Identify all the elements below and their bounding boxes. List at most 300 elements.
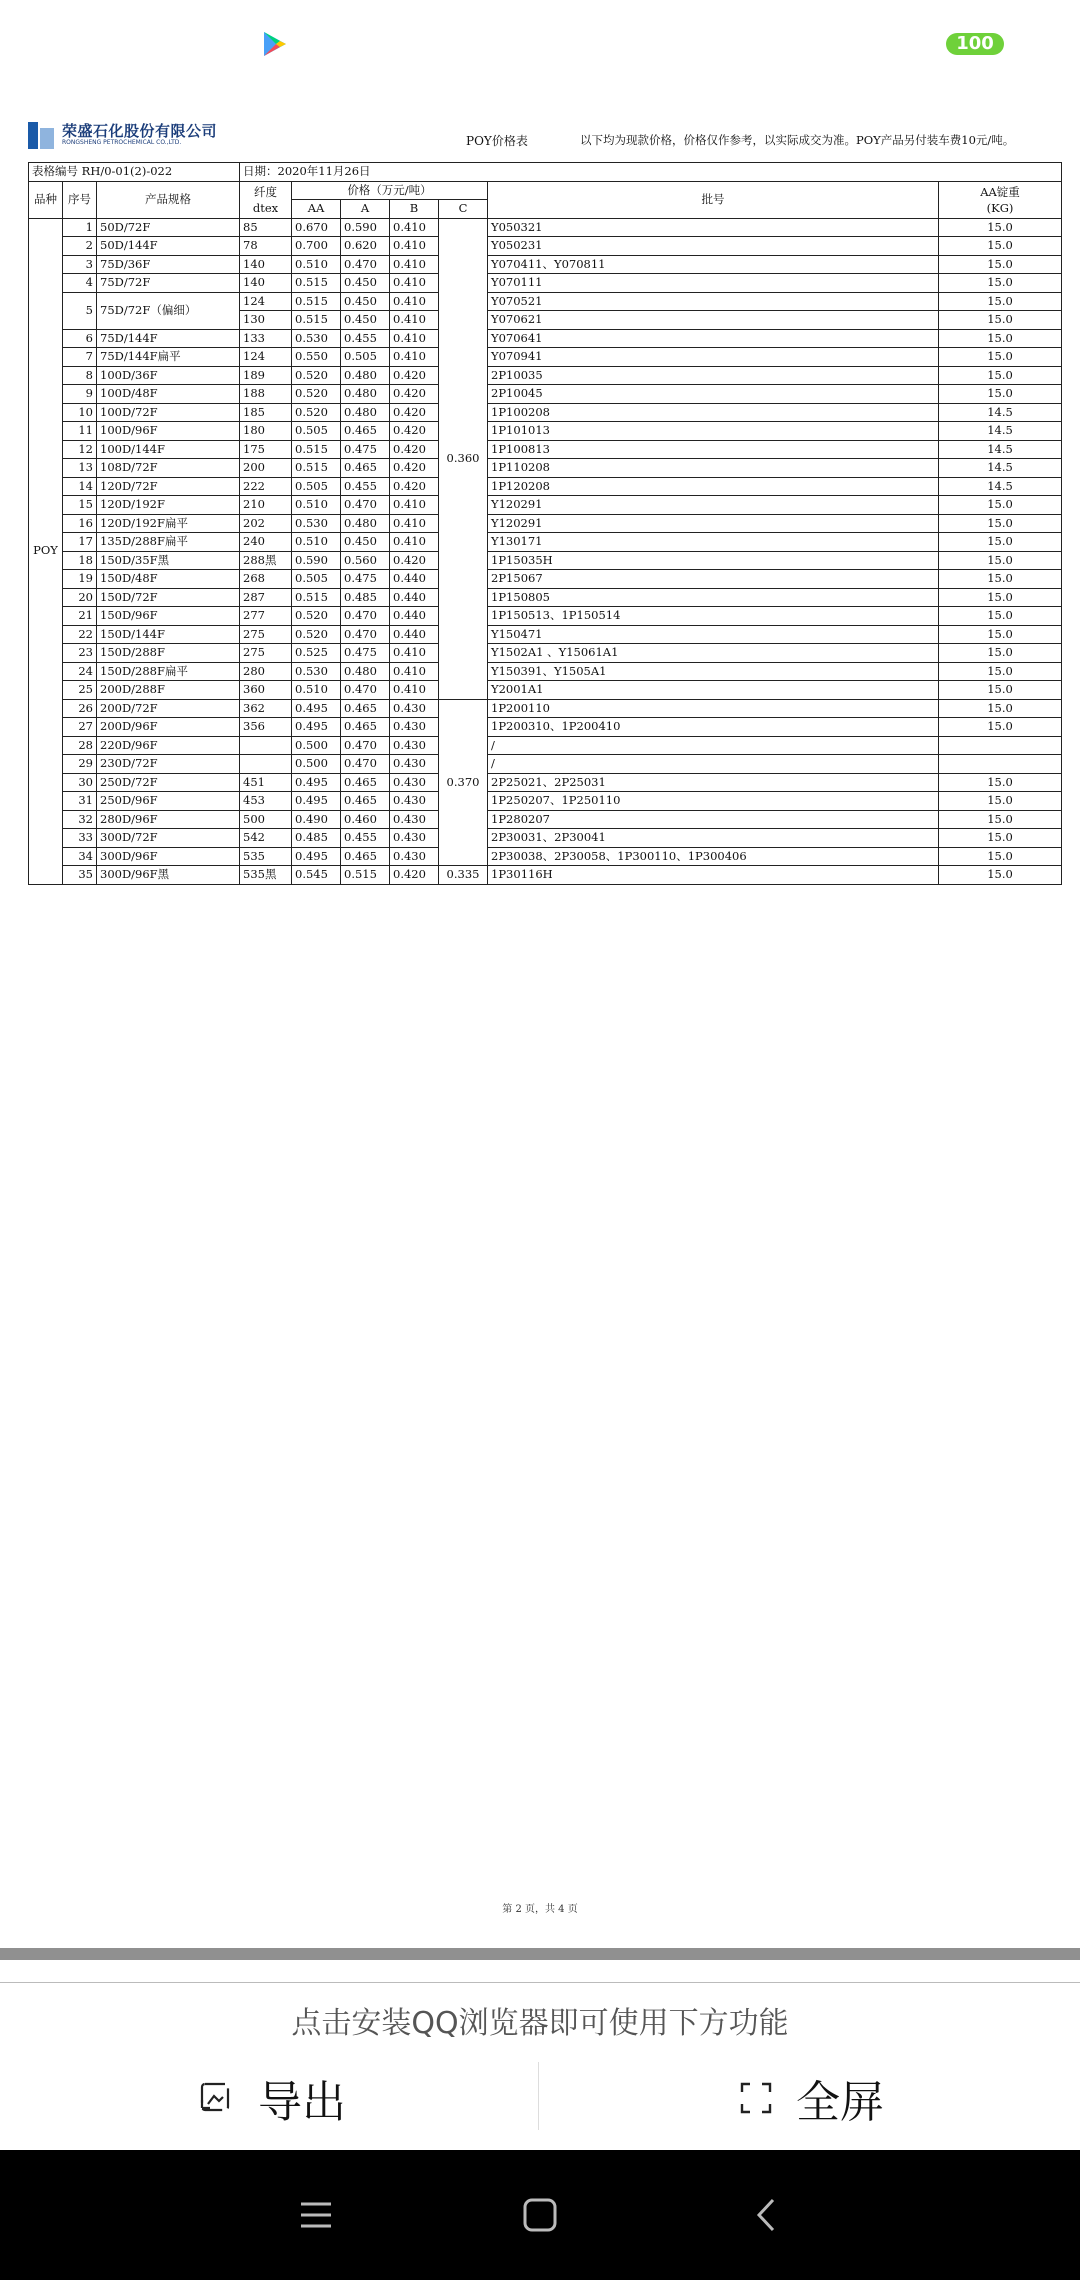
seq-cell: 30 — [63, 773, 97, 792]
price-b-cell: 0.420 — [390, 477, 439, 496]
price-a-cell: 0.465 — [341, 792, 390, 811]
export-button[interactable] — [196, 2068, 346, 2128]
spec-cell: 150D/144F — [97, 625, 240, 644]
dtex-cell: 362 — [240, 699, 292, 718]
dtex-cell: 200 — [240, 459, 292, 478]
price-aa-cell: 0.590 — [292, 551, 341, 570]
dtex-cell: 277 — [240, 607, 292, 626]
dtex-cell — [240, 755, 292, 774]
weight-cell: 15.0 — [939, 348, 1062, 367]
price-b-cell: 0.420 — [390, 422, 439, 441]
weight-cell: 15.0 — [939, 699, 1062, 718]
weight-cell: 15.0 — [939, 662, 1062, 681]
table-row — [29, 810, 1062, 829]
price-b-cell: 0.440 — [390, 588, 439, 607]
battery-indicator: 100 — [946, 33, 1004, 55]
table-row — [29, 625, 1062, 644]
dtex-cell: 185 — [240, 403, 292, 422]
price-aa-cell: 0.520 — [292, 366, 341, 385]
seq-cell: 32 — [63, 810, 97, 829]
price-b-cell: 0.420 — [390, 366, 439, 385]
batch-cell: 1P200110 — [488, 699, 939, 718]
price-b-cell: 0.410 — [390, 311, 439, 330]
weight-cell: 15.0 — [939, 607, 1062, 626]
price-aa-cell: 0.530 — [292, 329, 341, 348]
price-b-cell: 0.410 — [390, 292, 439, 311]
price-b-cell: 0.420 — [390, 403, 439, 422]
document-note: 以下均为现款价格，价格仅作参考，以实际成交为准。POY产品另付装车费10元/吨。 — [580, 133, 1015, 147]
spec-cell: 150D/72F — [97, 588, 240, 607]
dtex-cell: 180 — [240, 422, 292, 441]
dtex-cell — [240, 736, 292, 755]
table-row — [29, 699, 1062, 718]
price-aa-cell: 0.515 — [292, 588, 341, 607]
spec-cell: 200D/288F — [97, 681, 240, 700]
seq-cell: 19 — [63, 570, 97, 589]
batch-cell: 1P150513、1P150514 — [488, 607, 939, 626]
seq-cell: 3 — [63, 255, 97, 274]
spec-cell: 75D/144F扁平 — [97, 348, 240, 367]
seq-cell: 20 — [63, 588, 97, 607]
spec-cell: 108D/72F — [97, 459, 240, 478]
seq-cell: 26 — [63, 699, 97, 718]
batch-cell: 1P101013 — [488, 422, 939, 441]
price-a-cell: 0.485 — [341, 588, 390, 607]
table-row — [29, 588, 1062, 607]
spec-cell: 50D/72F — [97, 218, 240, 237]
dtex-cell: 133 — [240, 329, 292, 348]
table-row — [29, 477, 1062, 496]
price-c-cell: 0.370 — [439, 699, 488, 866]
spec-cell: 150D/288F — [97, 644, 240, 663]
price-b-cell: 0.410 — [390, 237, 439, 256]
table-row — [29, 755, 1062, 774]
price-b-cell: 0.430 — [390, 718, 439, 737]
price-aa-cell: 0.510 — [292, 496, 341, 515]
price-aa-cell: 0.520 — [292, 403, 341, 422]
price-aa-cell: 0.520 — [292, 625, 341, 644]
price-aa-cell: 0.485 — [292, 829, 341, 848]
price-a-cell: 0.480 — [341, 366, 390, 385]
batch-cell: / — [488, 755, 939, 774]
header-spec: 产品规格 — [97, 181, 240, 218]
batch-cell: Y070111 — [488, 274, 939, 293]
price-a-cell: 0.505 — [341, 348, 390, 367]
dtex-cell: 451 — [240, 773, 292, 792]
price-b-cell: 0.410 — [390, 255, 439, 274]
weight-cell: 15.0 — [939, 255, 1062, 274]
price-aa-cell: 0.510 — [292, 255, 341, 274]
fullscreen-label: 全屏 — [796, 2077, 884, 2128]
header-dtex-line1: 纤度 — [254, 184, 277, 199]
price-b-cell: 0.440 — [390, 625, 439, 644]
price-a-cell: 0.465 — [341, 699, 390, 718]
weight-cell: 14.5 — [939, 477, 1062, 496]
spec-cell: 200D/72F — [97, 699, 240, 718]
header-dtex-line2: dtex — [252, 200, 279, 215]
price-aa-cell: 0.505 — [292, 477, 341, 496]
price-b-cell: 0.430 — [390, 847, 439, 866]
company-name-en: RONGSHENG PETROCHEMICAL CO.,LTD. — [62, 139, 182, 146]
price-aa-cell: 0.525 — [292, 644, 341, 663]
spec-cell: 120D/192F — [97, 496, 240, 515]
weight-cell: 15.0 — [939, 292, 1062, 311]
spec-cell: 300D/72F — [97, 829, 240, 848]
price-a-cell: 0.470 — [341, 255, 390, 274]
seq-cell: 15 — [63, 496, 97, 515]
price-aa-cell: 0.545 — [292, 866, 341, 885]
table-row — [29, 866, 1062, 885]
price-a-cell: 0.450 — [341, 274, 390, 293]
home-icon[interactable] — [517, 2192, 563, 2238]
weight-cell: 15.0 — [939, 810, 1062, 829]
export-label: 导出 — [258, 2077, 346, 2128]
price-c-cell: 0.335 — [439, 866, 488, 885]
price-a-cell: 0.590 — [341, 218, 390, 237]
price-a-cell: 0.455 — [341, 477, 390, 496]
price-b-cell: 0.440 — [390, 570, 439, 589]
seq-cell: 28 — [63, 736, 97, 755]
spec-cell: 280D/96F — [97, 810, 240, 829]
spec-cell: 250D/72F — [97, 773, 240, 792]
seq-cell: 1 — [63, 218, 97, 237]
table-row — [29, 274, 1062, 293]
batch-cell: 2P30038、2P30058、1P300110、1P300406 — [488, 847, 939, 866]
price-aa-cell: 0.495 — [292, 792, 341, 811]
seq-cell: 2 — [63, 237, 97, 256]
weight-cell: 15.0 — [939, 644, 1062, 663]
spec-cell: 200D/96F — [97, 718, 240, 737]
price-aa-cell: 0.515 — [292, 292, 341, 311]
spec-cell: 75D/72F（偏细） — [97, 292, 240, 329]
batch-cell: 1P100813 — [488, 440, 939, 459]
batch-cell: Y070521 — [488, 292, 939, 311]
menu-icon[interactable] — [293, 2192, 339, 2238]
seq-cell: 6 — [63, 329, 97, 348]
spec-cell: 100D/96F — [97, 422, 240, 441]
seq-cell: 25 — [63, 681, 97, 700]
price-a-cell: 0.465 — [341, 422, 390, 441]
dtex-cell: 360 — [240, 681, 292, 700]
spec-cell: 75D/144F — [97, 329, 240, 348]
price-aa-cell: 0.495 — [292, 718, 341, 737]
seq-cell: 4 — [63, 274, 97, 293]
seq-cell: 31 — [63, 792, 97, 811]
batch-cell: Y050321 — [488, 218, 939, 237]
weight-cell: 15.0 — [939, 847, 1062, 866]
weight-cell: 15.0 — [939, 551, 1062, 570]
dtex-cell: 288黑 — [240, 551, 292, 570]
header-price: 价格（万元/吨） — [292, 181, 488, 200]
seq-cell: 5 — [63, 292, 97, 329]
dtex-cell: 189 — [240, 366, 292, 385]
table-row — [29, 255, 1062, 274]
price-aa-cell: 0.505 — [292, 570, 341, 589]
price-b-cell: 0.420 — [390, 440, 439, 459]
table-row — [29, 644, 1062, 663]
price-b-cell: 0.410 — [390, 348, 439, 367]
weight-cell: 15.0 — [939, 237, 1062, 256]
price-a-cell: 0.465 — [341, 718, 390, 737]
header-seq: 序号 — [63, 181, 97, 218]
seq-cell: 35 — [63, 866, 97, 885]
table-row — [29, 459, 1062, 478]
price-aa-cell: 0.520 — [292, 607, 341, 626]
batch-cell: Y130171 — [488, 533, 939, 552]
price-aa-cell: 0.505 — [292, 422, 341, 441]
weight-cell: 15.0 — [939, 311, 1062, 330]
spec-cell: 120D/192F扁平 — [97, 514, 240, 533]
dtex-cell: 453 — [240, 792, 292, 811]
header-grade-aa: AA — [292, 200, 341, 219]
batch-cell: Y070941 — [488, 348, 939, 367]
price-aa-cell: 0.510 — [292, 533, 341, 552]
price-aa-cell: 0.500 — [292, 755, 341, 774]
batch-cell: 2P10045 — [488, 385, 939, 404]
price-a-cell: 0.480 — [341, 514, 390, 533]
price-aa-cell: 0.515 — [292, 440, 341, 459]
price-aa-cell: 0.495 — [292, 773, 341, 792]
dtex-cell: 275 — [240, 644, 292, 663]
weight-cell: 14.5 — [939, 440, 1062, 459]
price-b-cell: 0.410 — [390, 496, 439, 515]
price-a-cell: 0.450 — [341, 311, 390, 330]
price-aa-cell: 0.510 — [292, 681, 341, 700]
seq-cell: 8 — [63, 366, 97, 385]
weight-cell: 15.0 — [939, 570, 1062, 589]
price-aa-cell: 0.520 — [292, 385, 341, 404]
document-date: 日期：2020年11月26日 — [240, 163, 1062, 182]
price-b-cell: 0.420 — [390, 385, 439, 404]
weight-cell: 14.5 — [939, 422, 1062, 441]
spec-cell: 100D/144F — [97, 440, 240, 459]
batch-cell: 1P15035H — [488, 551, 939, 570]
price-a-cell: 0.475 — [341, 644, 390, 663]
table-row — [29, 792, 1062, 811]
logo-icon-secondary — [40, 128, 54, 149]
spec-cell: 300D/96F — [97, 847, 240, 866]
header-grade-b: B — [390, 200, 439, 219]
table-row — [29, 385, 1062, 404]
price-aa-cell: 0.515 — [292, 459, 341, 478]
weight-cell — [939, 755, 1062, 774]
batch-cell: Y070621 — [488, 311, 939, 330]
header-grade-a: A — [341, 200, 390, 219]
batch-cell: Y150391、Y1505A1 — [488, 662, 939, 681]
table-row — [29, 551, 1062, 570]
weight-cell: 15.0 — [939, 274, 1062, 293]
seq-cell: 11 — [63, 422, 97, 441]
seq-cell: 9 — [63, 385, 97, 404]
price-a-cell: 0.460 — [341, 810, 390, 829]
table-row — [29, 329, 1062, 348]
table-row — [29, 366, 1062, 385]
price-b-cell: 0.420 — [390, 459, 439, 478]
price-a-cell: 0.455 — [341, 829, 390, 848]
price-a-cell: 0.465 — [341, 459, 390, 478]
price-b-cell: 0.440 — [390, 607, 439, 626]
weight-cell: 15.0 — [939, 829, 1062, 848]
price-a-cell: 0.450 — [341, 292, 390, 311]
table-row — [29, 607, 1062, 626]
divider-line — [0, 1982, 1080, 1983]
weight-cell: 15.0 — [939, 366, 1062, 385]
dtex-cell: 280 — [240, 662, 292, 681]
spec-cell: 100D/72F — [97, 403, 240, 422]
table-row — [29, 736, 1062, 755]
table-row — [29, 422, 1062, 441]
status-bar — [0, 0, 1080, 88]
weight-cell: 15.0 — [939, 718, 1062, 737]
table-row — [29, 533, 1062, 552]
table-row — [29, 681, 1062, 700]
price-b-cell: 0.410 — [390, 681, 439, 700]
batch-cell: 1P250207、1P250110 — [488, 792, 939, 811]
price-b-cell: 0.420 — [390, 866, 439, 885]
price-a-cell: 0.470 — [341, 755, 390, 774]
price-aa-cell: 0.500 — [292, 736, 341, 755]
weight-cell: 15.0 — [939, 218, 1062, 237]
logo-icon — [28, 122, 38, 149]
seq-cell: 17 — [63, 533, 97, 552]
dtex-cell: 202 — [240, 514, 292, 533]
price-a-cell: 0.470 — [341, 681, 390, 700]
spec-cell: 220D/96F — [97, 736, 240, 755]
dtex-cell: 542 — [240, 829, 292, 848]
promo-text[interactable]: 点击安装QQ浏览器即可使用下方功能 — [291, 2006, 789, 2041]
dtex-cell: 140 — [240, 274, 292, 293]
play-store-icon — [262, 30, 288, 58]
price-a-cell: 0.475 — [341, 440, 390, 459]
price-aa-cell: 0.490 — [292, 810, 341, 829]
weight-cell: 15.0 — [939, 385, 1062, 404]
batch-cell: Y070641 — [488, 329, 939, 348]
price-aa-cell: 0.515 — [292, 274, 341, 293]
seq-cell: 13 — [63, 459, 97, 478]
price-aa-cell: 0.495 — [292, 699, 341, 718]
batch-cell: Y1502A1 、Y15061A1 — [488, 644, 939, 663]
price-a-cell: 0.470 — [341, 496, 390, 515]
price-aa-cell: 0.530 — [292, 514, 341, 533]
document-title: POY价格表 — [466, 134, 528, 148]
weight-cell: 15.0 — [939, 533, 1062, 552]
seq-cell: 7 — [63, 348, 97, 367]
table-row — [29, 496, 1062, 515]
dtex-cell: 124 — [240, 348, 292, 367]
dtex-cell: 210 — [240, 496, 292, 515]
price-b-cell: 0.430 — [390, 810, 439, 829]
weight-cell: 15.0 — [939, 773, 1062, 792]
seq-cell: 14 — [63, 477, 97, 496]
seq-cell: 16 — [63, 514, 97, 533]
fullscreen-button[interactable] — [738, 2068, 884, 2128]
dtex-cell: 140 — [240, 255, 292, 274]
table-row — [29, 718, 1062, 737]
header-weight — [939, 181, 1062, 218]
spec-cell: 50D/144F — [97, 237, 240, 256]
seq-cell: 29 — [63, 755, 97, 774]
weight-cell: 14.5 — [939, 403, 1062, 422]
price-b-cell: 0.410 — [390, 274, 439, 293]
table-row — [29, 403, 1062, 422]
dtex-cell: 222 — [240, 477, 292, 496]
price-table — [28, 162, 1062, 885]
price-a-cell: 0.480 — [341, 403, 390, 422]
price-b-cell: 0.410 — [390, 329, 439, 348]
dtex-cell: 500 — [240, 810, 292, 829]
price-b-cell: 0.410 — [390, 533, 439, 552]
seq-cell: 21 — [63, 607, 97, 626]
seq-cell: 18 — [63, 551, 97, 570]
action-divider — [538, 2062, 539, 2130]
spec-cell: 100D/48F — [97, 385, 240, 404]
dtex-cell: 268 — [240, 570, 292, 589]
price-b-cell: 0.430 — [390, 773, 439, 792]
weight-cell: 15.0 — [939, 681, 1062, 700]
batch-cell: 1P200310、1P200410 — [488, 718, 939, 737]
seq-cell: 10 — [63, 403, 97, 422]
batch-cell: 2P30031、2P30041 — [488, 829, 939, 848]
price-aa-cell: 0.700 — [292, 237, 341, 256]
header-variety: 品种 — [29, 181, 63, 218]
price-c-cell: 0.360 — [439, 218, 488, 699]
variety-cell: POY — [29, 218, 63, 884]
batch-cell: 1P150805 — [488, 588, 939, 607]
price-aa-cell: 0.515 — [292, 311, 341, 330]
seq-cell: 24 — [63, 662, 97, 681]
dtex-cell: 275 — [240, 625, 292, 644]
spec-cell: 100D/36F — [97, 366, 240, 385]
back-icon[interactable] — [745, 2192, 791, 2238]
dtex-cell: 535黑 — [240, 866, 292, 885]
batch-cell: Y050231 — [488, 237, 939, 256]
price-b-cell: 0.410 — [390, 644, 439, 663]
spec-cell: 300D/96F黑 — [97, 866, 240, 885]
dtex-cell: 85 — [240, 218, 292, 237]
table-row — [29, 348, 1062, 367]
price-a-cell: 0.470 — [341, 607, 390, 626]
batch-cell: Y070411、Y070811 — [488, 255, 939, 274]
form-info-row — [29, 163, 1062, 182]
company-name-cn: 荣盛石化股份有限公司 — [62, 122, 218, 140]
header-dtex — [240, 181, 292, 218]
weight-cell: 15.0 — [939, 792, 1062, 811]
price-a-cell: 0.480 — [341, 385, 390, 404]
seq-cell: 23 — [63, 644, 97, 663]
price-a-cell: 0.620 — [341, 237, 390, 256]
batch-cell: 1P120208 — [488, 477, 939, 496]
spec-cell: 75D/72F — [97, 274, 240, 293]
dtex-cell: 188 — [240, 385, 292, 404]
weight-cell: 14.5 — [939, 459, 1062, 478]
price-b-cell: 0.430 — [390, 792, 439, 811]
seq-cell: 22 — [63, 625, 97, 644]
price-b-cell: 0.410 — [390, 662, 439, 681]
seq-cell: 33 — [63, 829, 97, 848]
dtex-cell: 287 — [240, 588, 292, 607]
dtex-cell: 356 — [240, 718, 292, 737]
spec-cell: 250D/96F — [97, 792, 240, 811]
dtex-cell: 240 — [240, 533, 292, 552]
spec-cell: 75D/36F — [97, 255, 240, 274]
spec-cell: 135D/288F扁平 — [97, 533, 240, 552]
batch-cell: 2P25021、2P25031 — [488, 773, 939, 792]
price-b-cell: 0.430 — [390, 755, 439, 774]
price-aa-cell: 0.550 — [292, 348, 341, 367]
batch-cell: 1P100208 — [488, 403, 939, 422]
weight-cell: 15.0 — [939, 514, 1062, 533]
fullscreen-icon — [738, 2080, 774, 2116]
